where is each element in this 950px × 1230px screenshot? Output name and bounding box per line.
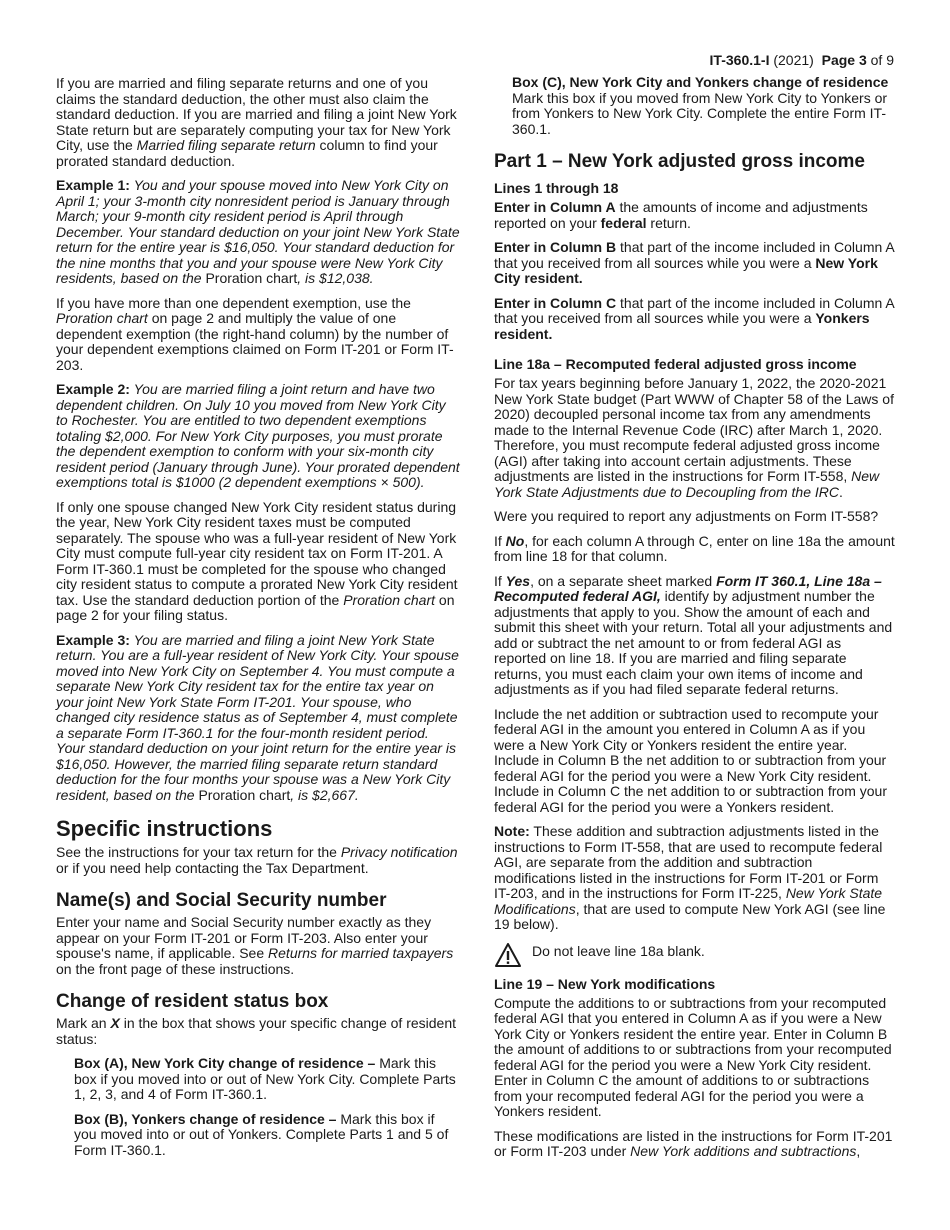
paragraph-one-spouse: If only one spouse changed New York City resident status during the year, New York City resident taxes must be computed separately. The spouse who was a full-year resident of New York City must compute full-year city resident tax on Form IT-201. A Form IT-360.1 must be completed for the spouse who changed city resident status to compute a prorated New York City resident tax. Use the standard deduction portion of the Proration chart on page 2 for your filing status.: [56, 498, 458, 623]
page-total: of 9: [870, 52, 894, 68]
warning-text: Do not leave line 18a blank.: [532, 942, 705, 959]
paragraph-dependent-exemption: If you have more than one dependent exemption, use the Proration chart on page 2 and multiply the value of one dependent exemption (the right-hand column) by the number of your dependent exemptions claimed on Form IT-201 or Form IT-203.: [56, 294, 454, 373]
box-c-text: Mark this box if you moved from New York City to Yonkers or from Yonkers to New York City. Complete the entire Form IT-360.1.: [512, 89, 888, 137]
example-1: Example 1: You and your spouse moved into New York City on April 1; your 3-month city nonresident period is January through March; your 9-month city resident period is April through December. Your standard deduction on your joint New York State return for the entire year is $16,050. Your standard deduction for the nine months that you and your spouse were New York City residents, based on the Proration chart, is $12,038.: [56, 177, 460, 286]
paragraph-column-a: Enter in Column A the amounts of income and adjustments reported on your federal return.: [494, 199, 868, 231]
paragraph-note: Note: These addition and subtraction adjustments listed in the instructions to Form IT-558, that are used to recompute federal AGI, are separate from the addition and subtraction modifications listed in the instructions for Form IT-201 or Form IT-203, and in the instructions for Form IT-225, New York State Modifications, that are used to compute New York AGI (see line 19 below).: [494, 823, 886, 932]
paragraph-modifications: These modifications are listed in the instructions for Form IT-201 or Form IT-203 under New York additions and subtractions,: [494, 1127, 893, 1159]
heading-name-ssn: Name(s) and Social Security number: [56, 890, 387, 911]
page-header: [710, 53, 894, 69]
paragraph-line-19: Compute the additions to or subtractions from your recomputed federal AGI that you entered in Column A as if you were a New York City or Yonkers resident the entire year. Enter in Column B the amount of additions to or subtractions from your recomputed federal AGI for the period you were a New York City resident. Enter in Column C the amount of additions to or subtractions from your recomputed federal AGI for the period you were a Yonkers resident.: [494, 994, 892, 1119]
paragraph-name-ssn: Enter your name and Social Security number exactly as they appear on your Form IT-201 or Form IT-203. Also enter your spouse's name, if applicable. See Returns for married taxpayers on the front page of these instructions.: [56, 914, 454, 977]
paragraph-standard-deduction: If you are married and filing separate returns and one of you claims the standard deduction, the other must also claim the standard deduction. If you are married and filing a joint New York State return but are separately computing your tax for New York City, use the Married filing separate return column to find your prorated standard deduction.: [56, 75, 457, 169]
example-2: Example 2: You are married filing a joint return and have two dependent children. On July 10 you moved from New York City to Rochester. You are entitled to two dependent exemptions totaling $2,000. For New York City purposes, you must prorate the dependent exemption to conform with your six-month city resident period (January through June). Your prorated dependent exemptions total is $1000 (2 dependent exemptions × 500).: [56, 381, 460, 490]
box-c-instruction: [512, 75, 896, 137]
box-c-title: Box (C), New York City and Yonkers change of residence: [512, 74, 889, 90]
paragraph-if-no: If No, for each column A through C, enter on line 18a the amount from line 18 for that column.: [494, 532, 895, 564]
heading-line-18a: Line 18a – Recomputed federal adjusted gross income: [494, 356, 857, 372]
question-it-558: Were you required to report any adjustments on Form IT-558?: [494, 508, 879, 524]
heading-line-19: Line 19 – New York modifications: [494, 975, 716, 992]
paragraph-column-b: Enter in Column B that part of the income included in Column A that you received from all sources while you were a New York City resident.: [494, 239, 894, 286]
paragraph-privacy: See the instructions for your tax return for the Privacy notification or if you need help contacting the Tax Department.: [56, 844, 458, 876]
warning-callout: [494, 942, 896, 968]
form-number: IT-360.1-I: [709, 52, 770, 68]
left-column: [56, 76, 460, 1167]
heading-change-status: Change of resident status box: [56, 991, 329, 1012]
warning-icon: [494, 942, 522, 968]
paragraph-include-net: Include the net addition or subtraction used to recompute your federal AGI in the amount you entered in Column A as if you were a New York City or Yonkers resident the entire year. Include in Column B the net addition to or subtraction from your federal AGI for the period you were a New York City resident. Include in Column C the net addition to or subtraction from your federal AGI for the period you were a Yonkers resident.: [494, 705, 887, 815]
heading-part-1: Part 1 – New York adjusted gross income: [494, 151, 865, 172]
heading-lines-1-18: Lines 1 through 18: [494, 180, 619, 196]
page-label: Page 3: [821, 52, 867, 68]
form-year: (2021): [773, 52, 814, 68]
paragraph-mark-x: Mark an X in the box that shows your specific change of resident status:: [56, 1015, 457, 1047]
paragraph-column-c: Enter in Column C that part of the income included in Column A that you received from all sources while you were a Yonkers resident.: [494, 294, 894, 342]
paragraph-if-yes: If Yes, on a separate sheet marked Form IT 360.1, Line 18a – Recomputed federal AGI, identify by adjustment number the adjustments that apply to you. Show the amount of each and submit this sheet with your return. Total all your adjustments and add or subtract the net amount to or from federal AGI as reported on line 18. If you are married and filing separate returns, you must each claim your own items of income and adjustments as if you had filed separate federal returns.: [494, 572, 893, 697]
box-b-instruction: Box (B), Yonkers change of residence – Mark this box if you moved into or out of Yonkers. Complete Parts 1 and 5 of Form IT-360.1.: [74, 1110, 449, 1158]
right-column: [494, 75, 896, 1169]
example-3: Example 3: You are married and filing a joint New York State return. You are a full-year resident of New York City. Your spouse moved into New York City on September 4. You must compute a separate New York City resident tax for the entire tax year on your joint New York State Form IT-201. Your spouse, who changed city residence status as of September 4, must complete a separate Form IT-360.1 for the four-month resident period. Your standard deduction on your joint return for the entire year is $16,050. However, the married filing separate return standard deduction for the four months your spouse was a New York City resident, based on the Proration chart, is $2,667.: [56, 631, 459, 803]
paragraph-line-18a: For tax years beginning before January 1, 2022, the 2020-2021 New York State budget (Part WWW of Chapter 58 of the Laws of 2020) decoupled personal income tax from any amendments made to the Internal Revenue Code (IRC) after March 1, 2020. Therefore, you must recompute federal adjusted gross income (AGI) after taking into account certain adjustments. These adjustments are listed in the instructions for Form IT-558, New York State Adjustments due to Decoupling from the IRC.: [494, 375, 894, 500]
heading-specific-instructions: Specific instructions: [56, 816, 273, 841]
box-a-instruction: Box (A), New York City change of residence – Mark this box if you moved into or out of New York City. Complete Parts 1, 2, 3, and 4 of Form IT-360.1.: [74, 1055, 456, 1102]
